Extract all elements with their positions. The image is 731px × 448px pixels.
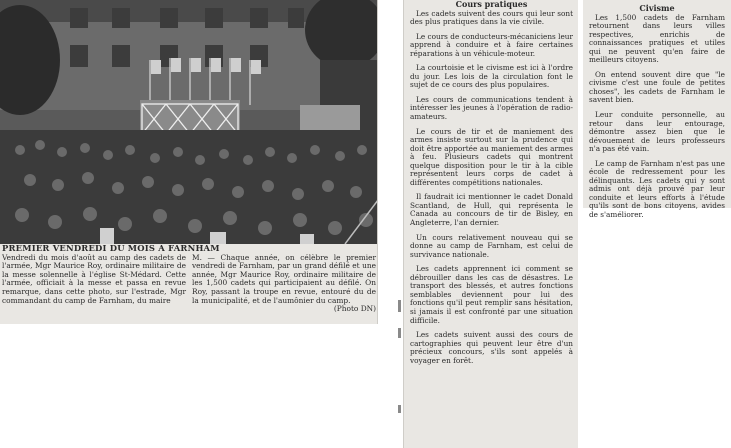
caption-text-right: M. — Chaque année, on célèbre le premier vendredi de Farnham, par un grand défilé et une année, Mgr Maurice Roy, ordinaire militaire de les 1,500 cadets qui participaient au défilé. On Roy, passant la troupe en revue, entouré du de la municipalité, et de l'aumônier du camp.: [192, 252, 376, 305]
paragraph: Le camp de Farnham n'est pas une école de redressement pour les délinquants. Les cadets qui y sont admis ont déjà prouvé par leur conduite et leurs efforts à l'étude qu'ils sont de bons citoyens, avides de s'améliorer.: [589, 158, 725, 220]
margin-mark: [398, 328, 401, 338]
section-heading-cours-pratiques: Cours pratiques: [455, 0, 528, 9]
paragraph: Les cadets apprennent ici comment se débrouiller dans les cas de désastres. Le transport des blessés, et autres fonctions semblables deviennent pour lui des fonctions qu'il peut remplir sans hésitation, si jamais il est confronté par une situation difficile.: [410, 264, 573, 325]
paragraph: Les cadets suivent des cours qui leur sont des plus pratiques dans la vie civile.: [410, 8, 573, 27]
photo-caption: [2, 244, 376, 314]
photo-clipping: [0, 0, 378, 324]
paragraph: Le cours de conducteurs-mécaniciens leur apprend à conduire et à faire certaines réparations à un véhicule-moteur.: [410, 31, 573, 58]
caption-headline: PREMIER VENDREDI DU MOIS A FARNHAM: [2, 243, 220, 253]
paragraph: Le cours de tir et de maniement des armes insiste surtout sur la prudence qui doit être apportée au maniement des armes à feu. Plusieurs cadets qui montrent quelque disposition pour le tir à la cible représentent leurs corps de cadet à différentes compétitions nationales.: [410, 126, 573, 187]
article-column-middle: [410, 0, 573, 371]
section-heading-civisme: Civisme: [639, 3, 675, 13]
crowd-photo-icon: [0, 0, 378, 244]
paragraph: Les 1,500 cadets de Farnham retournent dans leurs villes respectives, enrichis de connaissances pratiques et utiles qui ne peuvent qu'en faire de meilleurs citoyens.: [589, 12, 725, 65]
paragraph: La courtoisie et le civisme est ici à l'ordre du jour. Les lois de la circulation font le sujet de ce cours des plus populaires.: [410, 63, 573, 90]
margin-mark: [398, 405, 401, 413]
paragraph: On entend souvent dire que "le civisme c'est une foule de petites choses", les cadets de Farnham le savent bien.: [589, 69, 725, 105]
margin-mark: [398, 300, 401, 312]
paragraph: Il faudrait ici mentionner le cadet Donald Scantland, de Hull, qui représenta le Canada au concours de tir de Bisley, en Angleterre, l'an dernier.: [410, 192, 573, 228]
paragraph: Les cours de communications tendent à intéresser les jeunes à l'opération de radio-amateurs.: [410, 94, 573, 122]
paragraph: Les cadets suivent aussi des cours de cartographies qui peuvent leur être d'un précieux concours, s'ils sont appelés à voyager en forêt.: [410, 330, 573, 365]
caption-text-left: Vendredi du mois d'août au camp des cadets de l'armée, Mgr Maurice Roy, ordinaire militaire de la messe solennelle à l'église St-Médard. Cette l'armée, officiait à la messe et passa en revue remarque, dans cette photo, sur l'estrade, Mgr commandant du camp de Farnham, du maire: [2, 252, 186, 305]
article-column-right: [589, 4, 725, 226]
photo-credit: (Photo DN): [333, 304, 376, 314]
paragraph: Un cours relativement nouveau qui se donne au camp de Farnham, est celui de survivance nationale.: [410, 232, 573, 259]
paragraph: Leur conduite personnelle, au retour dans leur entourage, démontre assez bien que le dévouement de leurs professeurs n'a pas été vain.: [589, 110, 725, 154]
